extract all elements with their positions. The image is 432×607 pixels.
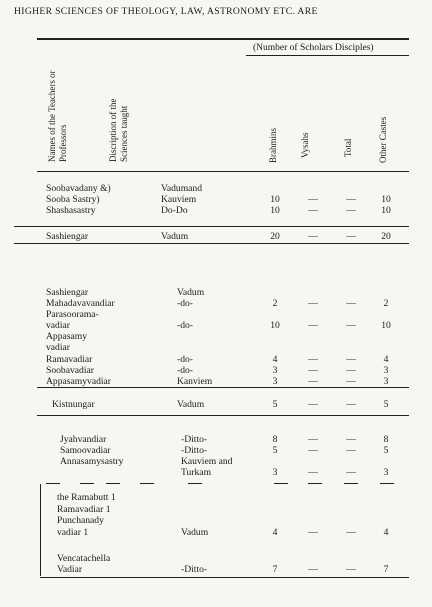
count-other: 10 [381, 320, 391, 331]
count-vysahs: — [308, 445, 318, 456]
count-other: 5 [383, 445, 389, 456]
teacher-name: the Ramabutt 1 [57, 492, 116, 503]
teacher-name: Appasamy [46, 331, 88, 342]
count-total: — [346, 194, 356, 205]
science-taught: Vadumand [161, 183, 203, 194]
count-vysahs: — [308, 205, 318, 216]
table-bottom-rule [40, 577, 409, 578]
science-taught: Kauviem and [181, 456, 233, 467]
teacher-name: Samoovadiar [60, 445, 111, 456]
section-rule-4 [37, 415, 409, 416]
teacher-name: Appasamyvadiar [46, 376, 112, 387]
teacher-name: Punchanady [57, 515, 104, 526]
science-taught: Turkam [181, 467, 212, 478]
teacher-name: Vencatachella [57, 553, 111, 564]
count-brahmins: 8 [272, 434, 278, 445]
count-other: 4 [383, 527, 389, 538]
count-vysahs: — [308, 320, 318, 331]
section-rule-2 [14, 243, 409, 244]
count-total: — [346, 467, 356, 478]
science-taught: Kauviem [161, 194, 197, 205]
col-header-names: Names of the Teachers or Professors [47, 70, 68, 162]
science-taught: -do- [177, 354, 193, 365]
table-top-rule [37, 38, 409, 40]
count-brahmins: 3 [272, 376, 278, 387]
count-brahmins: 7 [272, 564, 278, 575]
teacher-name: Sooba Sastry) [46, 194, 100, 205]
teacher-name: vadiar [46, 342, 70, 353]
count-brahmins: 5 [272, 399, 278, 410]
teacher-name: Parasoorama- [46, 309, 99, 320]
science-taught: -Ditto- [181, 445, 208, 456]
teacher-name: Shashasastry [46, 205, 96, 216]
science-taught: -do- [177, 365, 193, 376]
count-other: 10 [381, 194, 391, 205]
science-taught: Kanviem [177, 376, 213, 387]
science-taught: -Ditto- [181, 434, 208, 445]
count-total: — [346, 445, 356, 456]
count-other: 2 [383, 298, 389, 309]
count-total: — [346, 434, 356, 445]
teacher-name: Ramavadiar [46, 354, 93, 365]
count-brahmins: 4 [272, 527, 278, 538]
count-total: — [346, 354, 356, 365]
count-vysahs: — [308, 354, 318, 365]
teacher-name: Sashiengar [46, 287, 89, 298]
teacher-name: Jyahvandiar [60, 434, 107, 445]
count-vysahs: — [308, 376, 318, 387]
science-taught: Do-Do [161, 205, 188, 216]
science-taught: -do- [177, 298, 193, 309]
count-total: — [346, 320, 356, 331]
count-vysahs: — [308, 365, 318, 376]
page-title: HIGHER SCIENCES OF THEOLOGY, LAW, ASTRONOMY ETC. ARE [14, 6, 318, 17]
count-vysahs: — [308, 564, 318, 575]
section-rule-3 [37, 387, 409, 388]
count-other: 4 [383, 354, 389, 365]
science-taught: Vadum [177, 287, 205, 298]
count-brahmins: 10 [270, 320, 280, 331]
count-total: — [346, 231, 356, 242]
count-vysahs: — [308, 231, 318, 242]
count-total: — [346, 399, 356, 410]
col-header-other-castes: Other Castes [378, 116, 388, 163]
science-taught: -Ditto- [181, 564, 208, 575]
count-brahmins: 10 [270, 194, 280, 205]
teacher-name: Annasamysastry [60, 456, 124, 467]
count-vysahs: — [308, 399, 318, 410]
science-taught: Vadum [181, 527, 209, 538]
science-taught: -do- [177, 320, 193, 331]
count-brahmins: 2 [272, 298, 278, 309]
teacher-name: Sashiengar [46, 231, 89, 242]
teacher-name: Kistnungar [52, 399, 95, 410]
count-other: 8 [383, 434, 389, 445]
count-other: 3 [383, 467, 389, 478]
left-bracket-line [40, 484, 41, 576]
teacher-name: Soobavadany &) [46, 183, 111, 194]
teacher-name: Mahadavavandiar [46, 298, 115, 309]
science-taught: Vadum [161, 231, 189, 242]
count-vysahs: — [308, 467, 318, 478]
teacher-name: Vadiar [57, 564, 83, 575]
count-total: — [346, 564, 356, 575]
count-other: 7 [383, 564, 389, 575]
count-total: — [346, 527, 356, 538]
count-other: 3 [383, 376, 389, 387]
col-header-vysahs: Vysahs [300, 132, 310, 158]
col-header-brahmins: Brahmins [268, 128, 278, 163]
count-other: 10 [381, 205, 391, 216]
count-other: 20 [381, 231, 391, 242]
count-other: 5 [383, 399, 389, 410]
count-brahmins: 20 [270, 231, 280, 242]
count-total: — [346, 205, 356, 216]
teacher-name: Ramavadiar 1 [57, 504, 111, 515]
count-brahmins: 5 [272, 445, 278, 456]
count-total: — [346, 376, 356, 387]
teacher-name: vadiar 1 [57, 527, 89, 538]
count-brahmins: 10 [270, 205, 280, 216]
col-header-total: Total [343, 138, 353, 157]
count-vysahs: — [308, 298, 318, 309]
science-taught: Vadum [177, 399, 205, 410]
subheader-rule [246, 55, 409, 56]
count-brahmins: 3 [272, 467, 278, 478]
teacher-name: Soobavadiar [46, 365, 94, 376]
count-brahmins: 4 [272, 354, 278, 365]
teacher-name: vadiar [46, 320, 70, 331]
section-rule-1 [14, 226, 409, 227]
count-vysahs: — [308, 527, 318, 538]
count-vysahs: — [308, 194, 318, 205]
count-other: 3 [383, 365, 389, 376]
count-total: — [346, 298, 356, 309]
count-total: — [346, 365, 356, 376]
subheader: (Number of Scholars Disciples) [253, 43, 374, 53]
header-bottom-rule [37, 171, 409, 172]
count-vysahs: — [308, 434, 318, 445]
col-header-description: Discription of the Sciences taught [108, 98, 129, 162]
count-brahmins: 3 [272, 365, 278, 376]
